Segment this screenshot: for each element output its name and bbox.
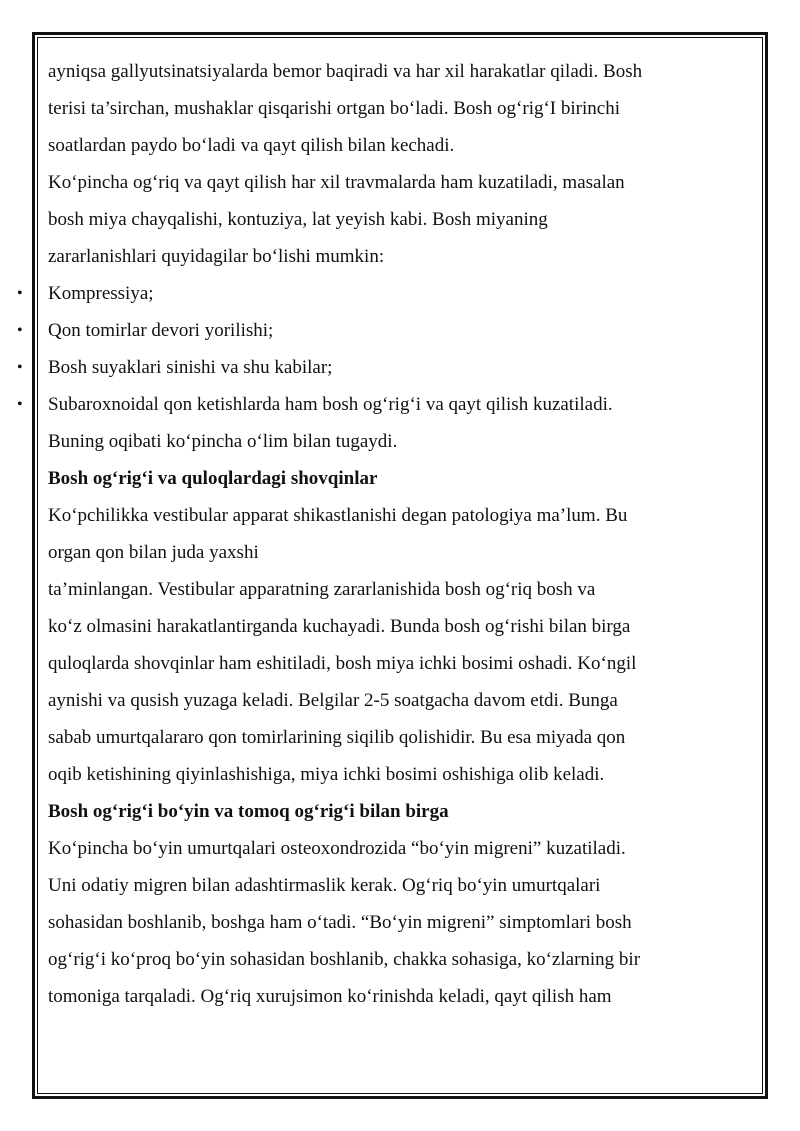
list-item-text: Bosh suyaklari sinishi va shu kabilar; [48,357,333,378]
text-line: ta’minlangan. Vestibular apparatning zararlanishida bosh og‘riq bosh va [48,579,596,600]
bullet-icon: • [17,359,23,376]
text-line: Ko‘pincha og‘riq va qayt qilish har xil travmalarda ham kuzatiladi, masalan [48,172,625,193]
text-line: aynishi va qusish yuzaga keladi. Belgilar 2-5 soatgacha davom etdi. Bunga [48,690,618,711]
list-item [17,349,748,386]
text-line: bosh miya chayqalishi, kontuziya, lat yeyish kabi. Bosh miyaning [48,209,548,230]
bullet-icon: • [17,322,23,339]
text-line: quloqlarda shovqinlar ham eshitiladi, bosh miya ichki bosimi oshadi. Ko‘ngil [48,653,637,674]
bullet-list [17,275,748,460]
list-item [17,275,748,312]
text-line: sabab umurtqalararo qon tomirlarining siqilib qolishidir. Bu esa miyada qon [48,727,626,748]
list-continuation: Buning oqibati ko‘pincha o‘lim bilan tugaydi. [48,431,398,452]
text-line: Ko‘pincha bo‘yin umurtqalari osteoxondrozida “bo‘yin migreni” kuzatiladi. [48,838,626,859]
section-heading: Bosh og‘rig‘i bo‘yin va tomoq og‘rig‘i bilan birga [48,801,449,822]
text-line: terisi ta’sirchan, mushaklar qisqarishi ortgan bo‘ladi. Bosh og‘rig‘I birinchi [48,98,620,119]
list-item-text: Kompressiya; [48,283,154,304]
list-item [17,312,748,349]
paragraph-4 [48,830,748,1015]
list-item-text: Subaroxnoidal qon ketishlarda ham bosh og‘rig‘i va qayt qilish kuzatiladi. [48,394,613,415]
text-line: sohasidan boshlanib, boshga ham o‘tadi. “Bo‘yin migreni” simptomlari bosh [48,912,632,933]
document-body [17,53,748,1015]
list-item-text: Qon tomirlar devori yorilishi; [48,320,274,341]
text-line: og‘rig‘i ko‘proq bo‘yin sohasidan boshlanib, chakka sohasiga, ko‘zlarning bir [48,949,641,970]
text-line: ayniqsa gallyutsinatsiyalarda bemor baqiradi va har xil harakatlar qiladi. Bosh [48,61,643,82]
text-line: zararlanishlari quyidagilar bo‘lishi mumkin: [48,246,385,267]
text-line: ko‘z olmasini harakatlantirganda kuchayadi. Bunda bosh og‘rishi bilan birga [48,616,631,637]
list-item [17,386,748,423]
paragraph-2 [48,164,748,275]
text-line: organ qon bilan juda yaxshi [48,542,259,563]
text-line: oqib ketishining qiyinlashishiga, miya ichki bosimi oshishiga olib keladi. [48,764,605,785]
bullet-icon: • [17,396,23,413]
section-heading: Bosh og‘rig‘i va quloqlardagi shovqinlar [48,468,378,489]
text-line: Uni odatiy migren bilan adashtirmaslik kerak. Og‘riq bo‘yin umurtqalari [48,875,601,896]
text-line: tomoniga tarqaladi. Og‘riq xurujsimon ko‘rinishda keladi, qayt qilish ham [48,986,612,1007]
text-line: Ko‘pchilikka vestibular apparat shikastlanishi degan patologiya ma’lum. Bu [48,505,628,526]
text-line: soatlardan paydo bo‘ladi va qayt qilish bilan kechadi. [48,135,455,156]
paragraph-1 [48,53,748,164]
bullet-icon: • [17,285,23,302]
paragraph-3 [48,497,748,793]
